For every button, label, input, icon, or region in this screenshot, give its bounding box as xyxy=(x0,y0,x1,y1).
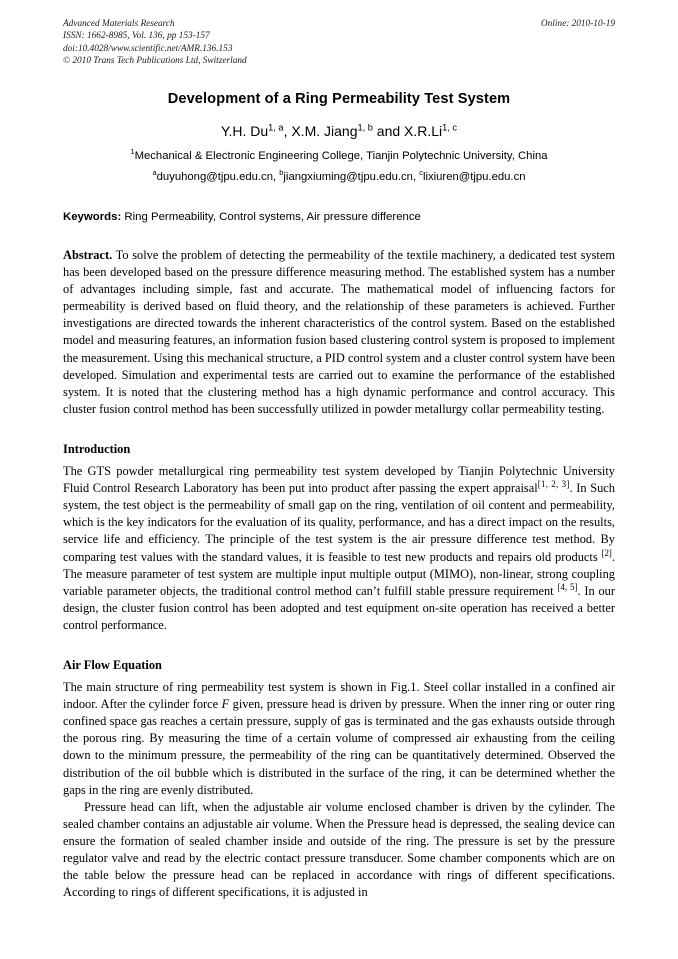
email-address[interactable]: jiangxiuming@tjpu.edu.cn xyxy=(283,171,413,183)
journal-doi-line: doi:10.4028/www.scientific.net/AMR.136.153 xyxy=(63,43,233,54)
paragraph-text: . In Such system, the test object is the permeability of small gap on the ring, ventilation of oil content and permeability, which is the key indicators for the evaluation of its quality, performance, and has a direct impact on the results, service life and efficiency. The principle of the test system is the air pressure difference test method. By comparing test values with the standard values, it is feasible to test new products and repairs old products xyxy=(63,481,615,564)
journal-copyright-line: © 2010 Trans Tech Publications Ltd, Switzerland xyxy=(63,55,247,66)
email-entry xyxy=(152,168,280,183)
email-separator: , xyxy=(412,171,420,183)
author-name: Y.H. Du xyxy=(220,123,269,139)
paragraph xyxy=(63,679,615,799)
affiliation-marker: 1 xyxy=(130,147,135,157)
abstract-paragraph xyxy=(63,247,615,418)
email-entry xyxy=(279,168,420,183)
author-separator: and xyxy=(372,123,405,139)
author-list xyxy=(63,122,615,141)
section-body-introduction xyxy=(63,463,615,634)
journal-header-left xyxy=(63,18,483,67)
paragraph-text: The main structure of ring permeability test system is shown in Fig.1. Steel collar installed in a confined air indoor. After the cylinder force xyxy=(63,680,615,712)
citation-ref[interactable]: [4, 5] xyxy=(557,581,578,592)
page-content xyxy=(63,18,615,901)
section-body-air-flow-equation xyxy=(63,679,615,901)
paragraph xyxy=(63,463,615,634)
email-marker: a xyxy=(152,168,157,178)
paragraph-text: . The measure parameter of test system are multiple input multiple output (MIMO), non-linear, strong coupling variable parameter objects, the traditional control method can’t fulfill stable pressure requirement xyxy=(63,549,615,598)
email-line xyxy=(63,169,615,185)
citation-ref[interactable]: [1, 2, 3] xyxy=(537,479,570,489)
email-marker: c xyxy=(419,168,423,178)
author-name: X.R.Li xyxy=(404,123,443,139)
journal-issn-line: ISSN: 1662-8985, Vol. 136, pp 153-157 xyxy=(63,31,210,42)
journal-name: Advanced Materials Research xyxy=(63,19,175,29)
email-separator: , xyxy=(273,171,280,183)
paragraph-text: . In our design, the cluster fusion control has been adopted and test equipment on-site operation has received a better control performance. xyxy=(63,583,616,632)
abstract-block xyxy=(63,247,615,418)
email-address[interactable]: lixiuren@tjpu.edu.cn xyxy=(422,171,526,183)
keywords-label: Keywords: xyxy=(63,211,122,223)
journal-header xyxy=(63,18,615,70)
paragraph-text: The GTS powder metallurgical ring permeability test system developed by Tianjin Polytechnic University Fluid Control Research Laboratory has been put into product after passing the expert appraisal xyxy=(63,464,615,496)
section-heading-introduction: Introduction xyxy=(63,441,131,456)
keywords-value: Ring Permeability, Control systems, Air pressure difference xyxy=(124,211,421,223)
author-name: X.M. Jiang xyxy=(291,123,358,139)
author-affiliation-marker: 1, a xyxy=(268,122,284,133)
keywords-line xyxy=(63,209,615,225)
variable-symbol: F xyxy=(221,697,230,712)
section-heading-air-flow-equation: Air Flow Equation xyxy=(63,657,162,672)
author-separator: , xyxy=(283,123,292,139)
abstract-label: Abstract. xyxy=(63,248,113,262)
paragraph: Pressure head can lift, when the adjustable air volume enclosed chamber is driven by the cylinder. The sealed chamber contains an adjustable air volume. When the Pressure head is depressed, the sealing device can ensure the formation of sealed chamber inside and outside of the ring. The pressure is set by the pressure regulator valve and read by the electric contact pressure transducer. Some chamber components which are on the table below the pressure head can be replaced in accordance with rings of different specifications. According to rings of different specifications, it is adjusted in xyxy=(63,799,615,900)
abstract-text: To solve the problem of detecting the permeability of the textile machinery, a dedicated test system has been developed based on the pressure difference measuring method. The established system has a number of advantages including simple, fast and accurate. The mathematical model of influencing factors for permeability is derived based on fluid theory, and the relationship of these parameters is achieved. Further investigations are directed towards the inherent characteristics of the control system. Based on the established model and measuring features, an information fusion based clustering control system is proposed to implement the measurement. Using this mechanical structure, a PID control system and a cluster control system have been developed. Simulation and experimental tests are carried out to examine the performance of the established system. It is noted that the clustering method has a high dynamic performance and control accuracy. This cluster fusion control method has been successfully utilized in powder metallurgy collar permeability testing. xyxy=(63,248,616,416)
citation-ref[interactable]: [2] xyxy=(601,547,612,558)
author-entry xyxy=(291,123,404,139)
paper-title: Development of a Ring Permeability Test System xyxy=(167,91,511,107)
author-entry xyxy=(221,123,291,139)
affiliation-text: Mechanical & Electronic Engineering College, Tianjin Polytechnic University, China xyxy=(134,150,548,162)
author-affiliation-marker: 1, b xyxy=(357,122,373,133)
email-marker: b xyxy=(279,168,284,178)
online-date: Online: 2010-10-19 xyxy=(540,19,615,29)
paragraph-text: given, pressure head is driven by pressure. When the inner ring or outer ring confined space gas reaches a certain pressure, supply of gas is terminated and the gas exhausts outside through the porous ring. By measuring the time of a certain volume of compressed air exhausting from the ceiling down to the minimum pressure, the permeability of the ring can be quantitatively determined. Observed the distribution of the oil bubble which is distributed in the surface of the ring, it can be determined whether the gaps in the ring are evenly distributed. xyxy=(63,697,615,797)
author-entry xyxy=(404,123,457,139)
author-affiliation-marker: 1, c xyxy=(442,122,458,133)
email-address[interactable]: duyuhong@tjpu.edu.cn xyxy=(156,171,273,183)
affiliation-line xyxy=(63,148,615,164)
email-entry xyxy=(419,168,526,183)
